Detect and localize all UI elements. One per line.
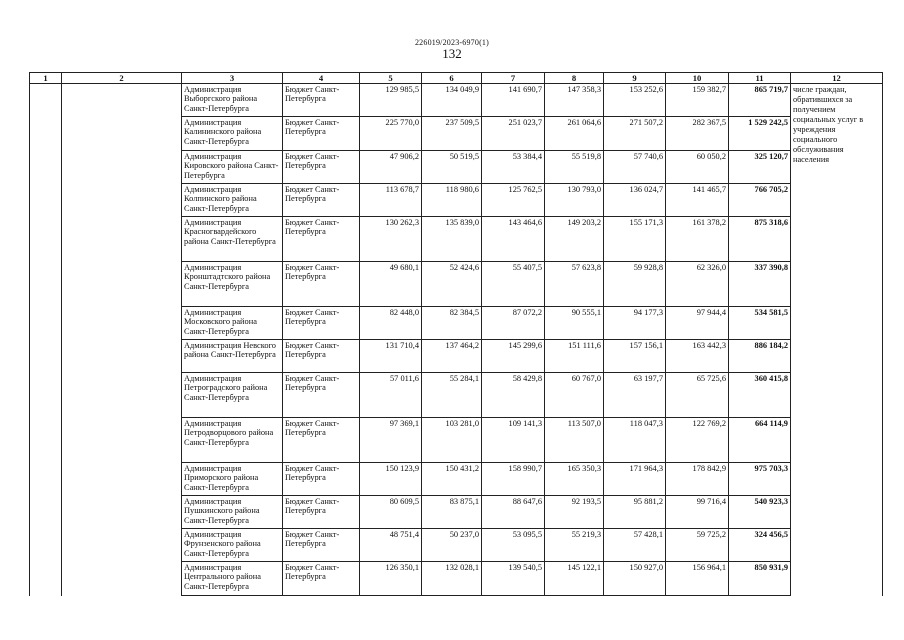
column-header-8: 8 bbox=[545, 73, 604, 84]
admin-cell: Администрация Выборгского района Санкт-Петербурга bbox=[182, 84, 283, 117]
value-cell-v10: 282 367,5 bbox=[666, 117, 729, 151]
column-header-4: 4 bbox=[283, 73, 360, 84]
value-cell-v8: 151 111,6 bbox=[545, 340, 604, 373]
value-cell-v9: 95 881,2 bbox=[604, 496, 666, 529]
column-header-5: 5 bbox=[360, 73, 422, 84]
value-cell-v8: 90 555,1 bbox=[545, 307, 604, 340]
value-cell-v6: 103 281,0 bbox=[422, 418, 482, 463]
value-cell-v10: 163 442,3 bbox=[666, 340, 729, 373]
value-cell-v5: 82 448,0 bbox=[360, 307, 422, 340]
admin-cell: Администрация Московского района Санкт-Петербурга bbox=[182, 307, 283, 340]
column-header-10: 10 bbox=[666, 73, 729, 84]
value-cell-v5: 49 680,1 bbox=[360, 262, 422, 307]
value-cell-v9: 118 047,3 bbox=[604, 418, 666, 463]
value-cell-v10: 161 378,2 bbox=[666, 217, 729, 262]
note-cell-empty bbox=[791, 373, 883, 418]
header-row bbox=[30, 73, 883, 84]
total-cell: 886 184,2 bbox=[729, 340, 791, 373]
value-cell-v5: 57 011,6 bbox=[360, 373, 422, 418]
value-cell-v9: 271 507,2 bbox=[604, 117, 666, 151]
admin-cell: Администрация Кронштадтского района Санкт-Петербурга bbox=[182, 262, 283, 307]
value-cell-v6: 83 875,1 bbox=[422, 496, 482, 529]
source-cell: Бюджет Санкт-Петербурга bbox=[283, 562, 360, 596]
value-cell-v8: 165 350,3 bbox=[545, 463, 604, 496]
source-cell: Бюджет Санкт-Петербурга bbox=[283, 529, 360, 562]
value-cell-v7: 55 407,5 bbox=[482, 262, 545, 307]
value-cell-v10: 159 382,7 bbox=[666, 84, 729, 117]
value-cell-v7: 158 990,7 bbox=[482, 463, 545, 496]
column-header-6: 6 bbox=[422, 73, 482, 84]
column-header-2: 2 bbox=[62, 73, 182, 84]
admin-cell: Администрация Красногвардейского района Санкт-Петербурга bbox=[182, 217, 283, 262]
value-cell-v6: 50 237,0 bbox=[422, 529, 482, 562]
value-cell-v10: 60 050,2 bbox=[666, 151, 729, 184]
total-cell: 1 529 242,5 bbox=[729, 117, 791, 151]
source-cell: Бюджет Санкт-Петербурга bbox=[283, 217, 360, 262]
total-cell: 766 705,2 bbox=[729, 184, 791, 217]
note-cell: числе граждан, обратившихся за получением социальных услуг в учреждения социального обслуживания населения bbox=[791, 84, 883, 217]
value-cell-v8: 145 122,1 bbox=[545, 562, 604, 596]
value-cell-v5: 113 678,7 bbox=[360, 184, 422, 217]
value-cell-v9: 63 197,7 bbox=[604, 373, 666, 418]
value-cell-v10: 141 465,7 bbox=[666, 184, 729, 217]
note-cell-empty bbox=[791, 418, 883, 463]
cell-col1-empty bbox=[30, 84, 62, 596]
admin-cell: Администрация Колпинского района Санкт-Петербурга bbox=[182, 184, 283, 217]
admin-cell: Администрация Кировского района Санкт-Петербурга bbox=[182, 151, 283, 184]
admin-cell: Администрация Пушкинского района Санкт-Петербурга bbox=[182, 496, 283, 529]
value-cell-v7: 58 429,8 bbox=[482, 373, 545, 418]
note-cell-empty bbox=[791, 307, 883, 340]
column-header-1: 1 bbox=[30, 73, 62, 84]
note-cell-empty bbox=[791, 463, 883, 496]
column-header-3: 3 bbox=[182, 73, 283, 84]
page-number: 132 bbox=[442, 46, 462, 61]
admin-cell: Администрация Центрального района Санкт-Петербурга bbox=[182, 562, 283, 596]
source-cell: Бюджет Санкт-Петербурга bbox=[283, 84, 360, 117]
total-cell: 360 415,8 bbox=[729, 373, 791, 418]
value-cell-v5: 126 350,1 bbox=[360, 562, 422, 596]
table-body bbox=[30, 84, 883, 596]
value-cell-v7: 141 690,7 bbox=[482, 84, 545, 117]
value-cell-v10: 62 326,0 bbox=[666, 262, 729, 307]
value-cell-v9: 171 964,3 bbox=[604, 463, 666, 496]
column-header-7: 7 bbox=[482, 73, 545, 84]
source-cell: Бюджет Санкт-Петербурга bbox=[283, 496, 360, 529]
value-cell-v7: 109 141,3 bbox=[482, 418, 545, 463]
value-cell-v7: 143 464,6 bbox=[482, 217, 545, 262]
value-cell-v6: 132 028,1 bbox=[422, 562, 482, 596]
total-cell: 325 120,7 bbox=[729, 151, 791, 184]
column-header-12: 12 bbox=[791, 73, 883, 84]
value-cell-v7: 53 095,5 bbox=[482, 529, 545, 562]
value-cell-v8: 113 507,0 bbox=[545, 418, 604, 463]
note-cell-empty bbox=[791, 496, 883, 529]
column-header-11: 11 bbox=[729, 73, 791, 84]
value-cell-v6: 50 519,5 bbox=[422, 151, 482, 184]
note-cell-empty bbox=[791, 262, 883, 307]
total-cell: 865 719,7 bbox=[729, 84, 791, 117]
column-header-9: 9 bbox=[604, 73, 666, 84]
value-cell-v5: 129 985,5 bbox=[360, 84, 422, 117]
note-cell-empty bbox=[791, 529, 883, 562]
total-cell: 337 390,8 bbox=[729, 262, 791, 307]
source-cell: Бюджет Санкт-Петербурга bbox=[283, 418, 360, 463]
value-cell-v9: 157 156,1 bbox=[604, 340, 666, 373]
value-cell-v8: 147 358,3 bbox=[545, 84, 604, 117]
value-cell-v7: 125 762,5 bbox=[482, 184, 545, 217]
value-cell-v7: 139 540,5 bbox=[482, 562, 545, 596]
value-cell-v7: 145 299,6 bbox=[482, 340, 545, 373]
value-cell-v9: 94 177,3 bbox=[604, 307, 666, 340]
total-cell: 324 456,5 bbox=[729, 529, 791, 562]
source-cell: Бюджет Санкт-Петербурга bbox=[283, 184, 360, 217]
value-cell-v5: 97 369,1 bbox=[360, 418, 422, 463]
source-cell: Бюджет Санкт-Петербурга bbox=[283, 340, 360, 373]
value-cell-v5: 225 770,0 bbox=[360, 117, 422, 151]
total-cell: 850 931,9 bbox=[729, 562, 791, 596]
total-cell: 975 703,3 bbox=[729, 463, 791, 496]
source-cell: Бюджет Санкт-Петербурга bbox=[283, 463, 360, 496]
admin-cell: Администрация Калининского района Санкт-Петербурга bbox=[182, 117, 283, 151]
value-cell-v10: 65 725,6 bbox=[666, 373, 729, 418]
note-cell-empty bbox=[791, 217, 883, 262]
value-cell-v9: 155 171,3 bbox=[604, 217, 666, 262]
value-cell-v7: 87 072,2 bbox=[482, 307, 545, 340]
document-id: 226019/2023-6970(1) bbox=[414, 38, 489, 47]
value-cell-v9: 150 927,0 bbox=[604, 562, 666, 596]
total-cell: 534 581,5 bbox=[729, 307, 791, 340]
value-cell-v5: 131 710,4 bbox=[360, 340, 422, 373]
value-cell-v10: 156 964,1 bbox=[666, 562, 729, 596]
admin-cell: Администрация Петродворцового района Санкт-Петербурга bbox=[182, 418, 283, 463]
value-cell-v6: 137 464,2 bbox=[422, 340, 482, 373]
cell-col2-empty bbox=[62, 84, 182, 596]
value-cell-v8: 92 193,5 bbox=[545, 496, 604, 529]
total-cell: 540 923,3 bbox=[729, 496, 791, 529]
value-cell-v10: 97 944,4 bbox=[666, 307, 729, 340]
value-cell-v8: 149 203,2 bbox=[545, 217, 604, 262]
value-cell-v6: 150 431,2 bbox=[422, 463, 482, 496]
value-cell-v9: 59 928,8 bbox=[604, 262, 666, 307]
value-cell-v5: 150 123,9 bbox=[360, 463, 422, 496]
value-cell-v10: 178 842,9 bbox=[666, 463, 729, 496]
admin-cell: Администрация Петроградского района Санкт-Петербурга bbox=[182, 373, 283, 418]
value-cell-v5: 47 906,2 bbox=[360, 151, 422, 184]
value-cell-v6: 118 980,6 bbox=[422, 184, 482, 217]
source-cell: Бюджет Санкт-Петербурга bbox=[283, 117, 360, 151]
note-cell-empty bbox=[791, 340, 883, 373]
value-cell-v6: 55 284,1 bbox=[422, 373, 482, 418]
value-cell-v5: 80 609,5 bbox=[360, 496, 422, 529]
value-cell-v10: 122 769,2 bbox=[666, 418, 729, 463]
value-cell-v9: 153 252,6 bbox=[604, 84, 666, 117]
value-cell-v8: 261 064,6 bbox=[545, 117, 604, 151]
value-cell-v6: 237 509,5 bbox=[422, 117, 482, 151]
value-cell-v7: 88 647,6 bbox=[482, 496, 545, 529]
value-cell-v8: 60 767,0 bbox=[545, 373, 604, 418]
value-cell-v7: 53 384,4 bbox=[482, 151, 545, 184]
table-row bbox=[30, 84, 883, 117]
value-cell-v10: 59 725,2 bbox=[666, 529, 729, 562]
source-cell: Бюджет Санкт-Петербурга bbox=[283, 307, 360, 340]
value-cell-v9: 57 740,6 bbox=[604, 151, 666, 184]
value-cell-v6: 135 839,0 bbox=[422, 217, 482, 262]
admin-cell: Администрация Приморского района Санкт-Петербурга bbox=[182, 463, 283, 496]
total-cell: 875 318,6 bbox=[729, 217, 791, 262]
value-cell-v8: 55 219,3 bbox=[545, 529, 604, 562]
source-cell: Бюджет Санкт-Петербурга bbox=[283, 151, 360, 184]
total-cell: 664 114,9 bbox=[729, 418, 791, 463]
value-cell-v8: 57 623,8 bbox=[545, 262, 604, 307]
value-cell-v7: 251 023,7 bbox=[482, 117, 545, 151]
value-cell-v5: 48 751,4 bbox=[360, 529, 422, 562]
value-cell-v8: 55 519,8 bbox=[545, 151, 604, 184]
budget-table bbox=[29, 72, 883, 596]
value-cell-v10: 99 716,4 bbox=[666, 496, 729, 529]
admin-cell: Администрация Невского района Санкт-Петербурга bbox=[182, 340, 283, 373]
value-cell-v6: 82 384,5 bbox=[422, 307, 482, 340]
value-cell-v9: 57 428,1 bbox=[604, 529, 666, 562]
value-cell-v9: 136 024,7 bbox=[604, 184, 666, 217]
value-cell-v6: 134 049,9 bbox=[422, 84, 482, 117]
note-cell-empty bbox=[791, 562, 883, 596]
value-cell-v6: 52 424,6 bbox=[422, 262, 482, 307]
value-cell-v5: 130 262,3 bbox=[360, 217, 422, 262]
source-cell: Бюджет Санкт-Петербурга bbox=[283, 373, 360, 418]
source-cell: Бюджет Санкт-Петербурга bbox=[283, 262, 360, 307]
value-cell-v8: 130 793,0 bbox=[545, 184, 604, 217]
admin-cell: Администрация Фрунзенского района Санкт-Петербурга bbox=[182, 529, 283, 562]
